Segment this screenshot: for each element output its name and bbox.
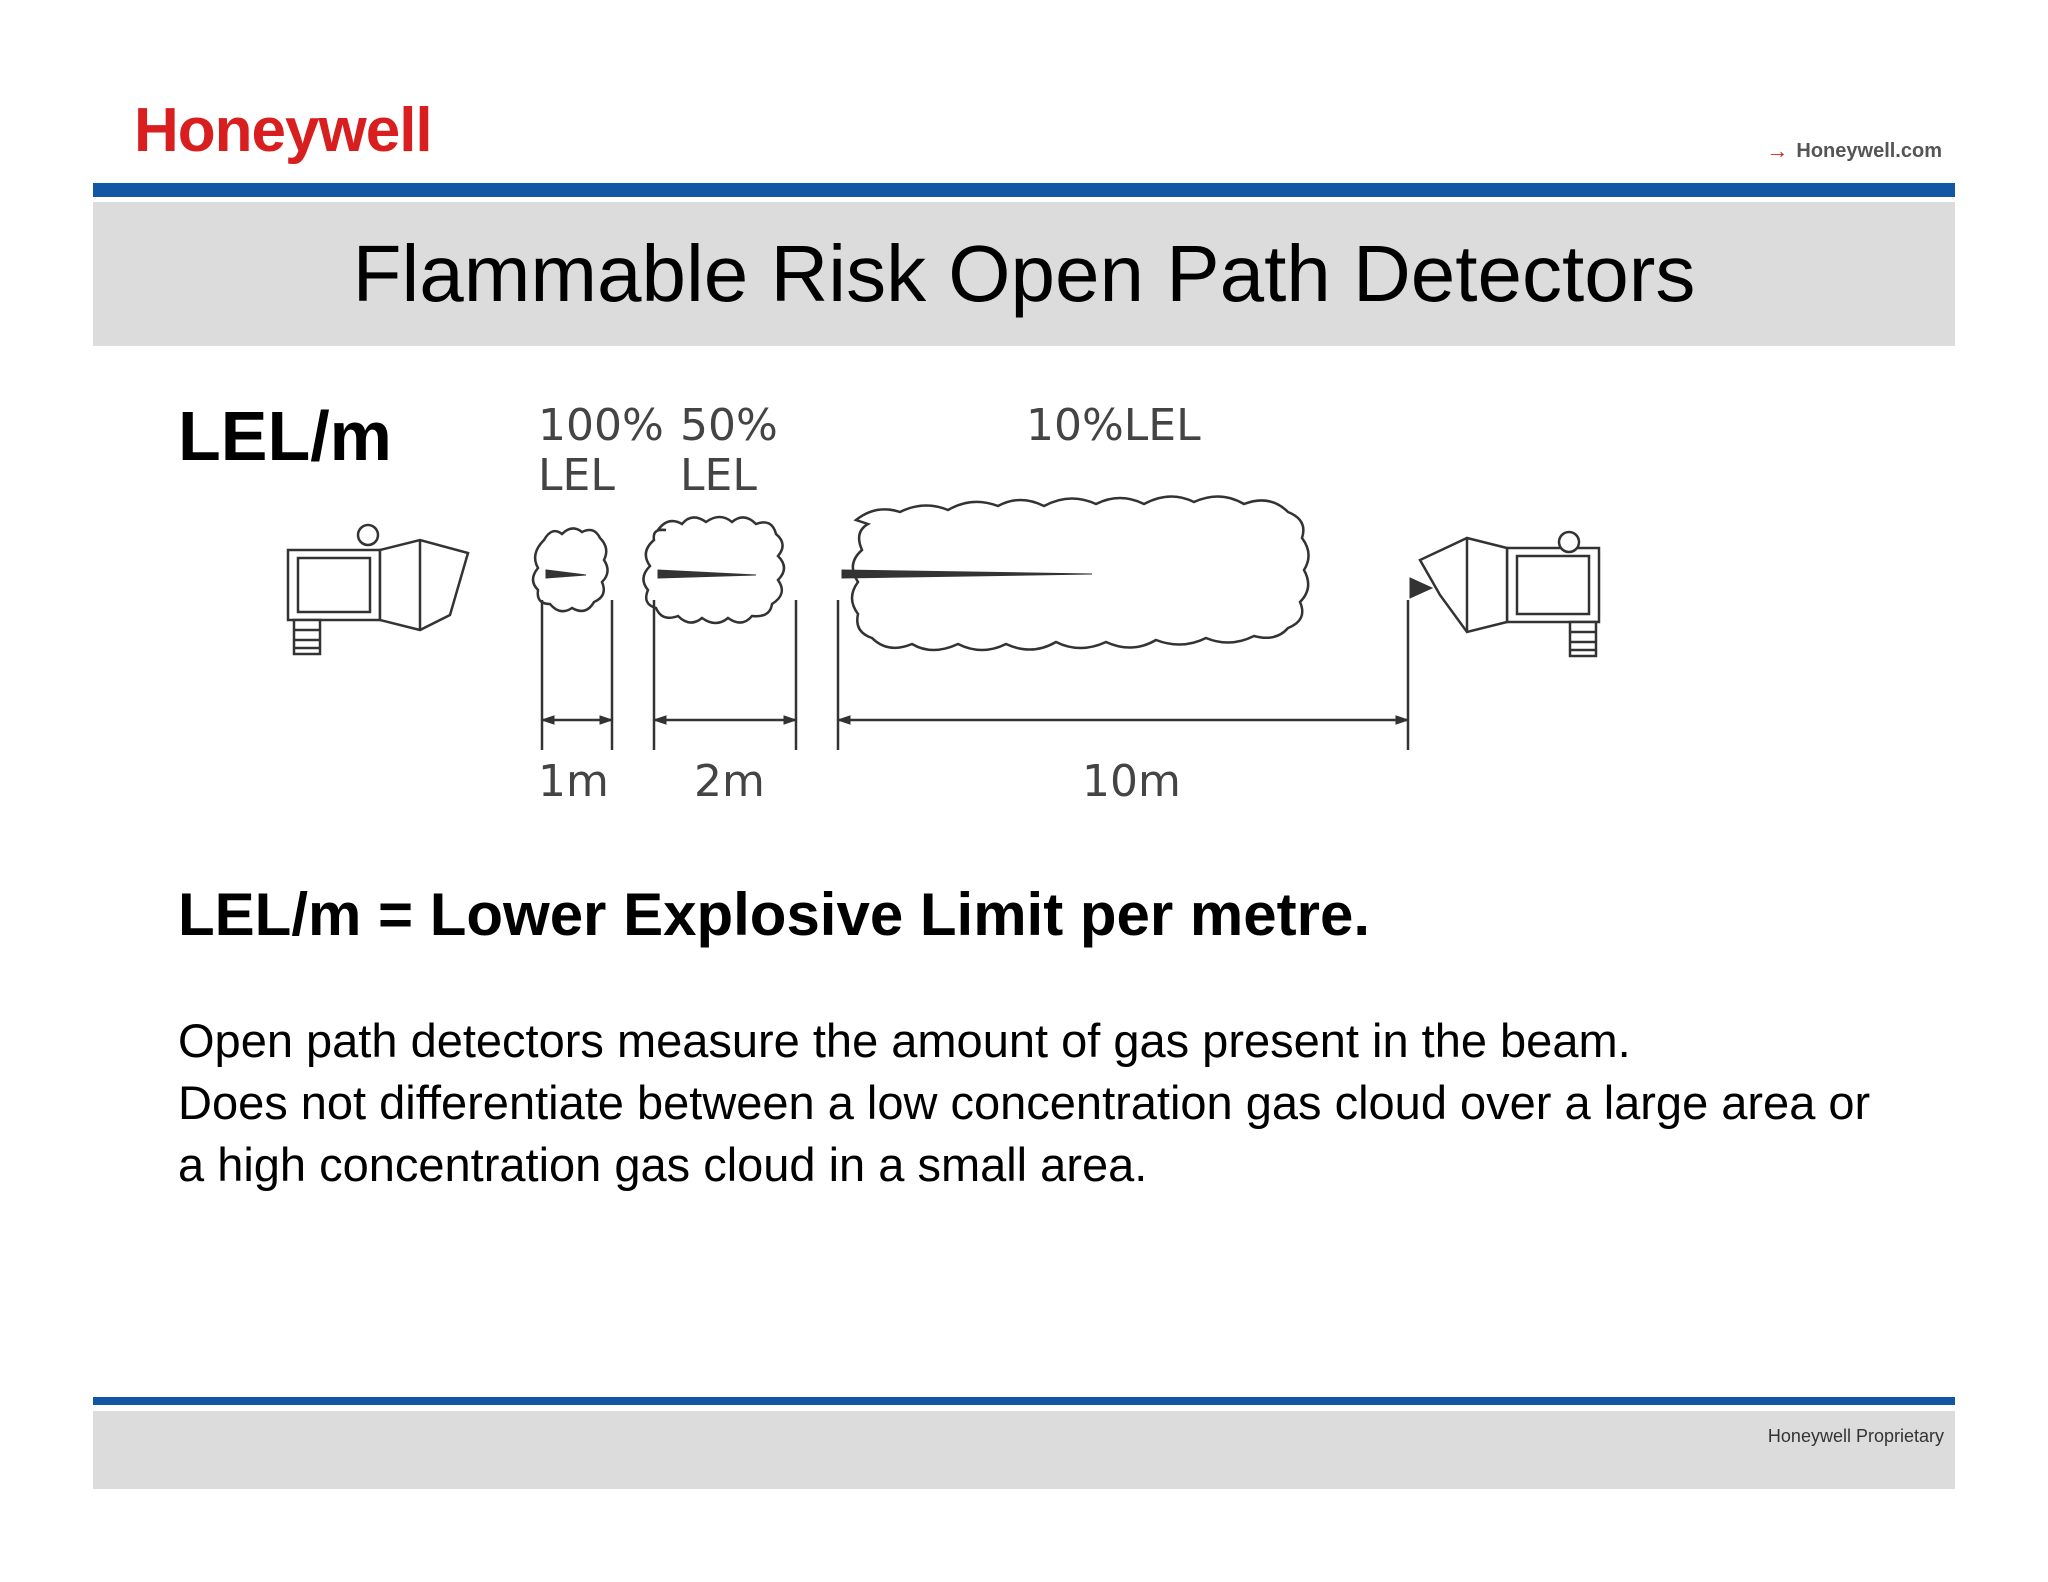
body-text: [178, 1010, 1898, 1196]
top-divider: [93, 183, 1955, 197]
slide-title: Flammable Risk Open Path Detectors: [352, 229, 1696, 318]
beam-cone-1-icon: [546, 570, 586, 578]
receiver-device-icon: [1420, 532, 1599, 656]
segment-1-length: 1m: [538, 756, 609, 807]
segment-3-length: 10m: [1082, 756, 1181, 807]
honeywell-logo: Honeywell: [134, 96, 432, 165]
diagram-drawing: [270, 390, 1670, 810]
segment-2-concentration-unit: LEL: [680, 450, 757, 501]
beam-cone-2-icon: [658, 570, 756, 578]
footer-band: [93, 1411, 1955, 1489]
body-paragraph-1: Open path detectors measure the amount of gas present in the beam.: [178, 1014, 1631, 1067]
segment-1-concentration-unit: LEL: [538, 450, 615, 501]
bottom-divider: [93, 1397, 1955, 1405]
gas-cloud-100-icon: [533, 528, 608, 611]
segment-1-concentration: 100%: [538, 400, 664, 451]
site-link-label: Honeywell.com: [1796, 139, 1942, 162]
beam-cone-4-icon: [1410, 578, 1432, 598]
lelm-heading: LEL/m: [178, 397, 392, 475]
transmitter-device-icon: [288, 525, 468, 654]
proprietary-notice: Honeywell Proprietary: [1767, 1426, 1944, 1446]
honeywell-site-link[interactable]: [1766, 138, 1942, 164]
right-arrow-icon: →: [1766, 138, 1789, 163]
segment-3-concentration: 10%LEL: [1026, 400, 1201, 451]
body-paragraph-2: Does not differentiate between a low concentration gas cloud over a large area or a high concentration gas cloud in a small area.: [178, 1076, 1871, 1191]
segment-2-length: 2m: [694, 756, 765, 807]
segment-2-concentration: 50%: [680, 400, 778, 451]
beam-cone-3-icon: [842, 570, 1092, 578]
title-band: [93, 202, 1955, 346]
open-path-diagram: [270, 390, 1670, 810]
lelm-definition: LEL/m = Lower Explosive Limit per metre.: [178, 881, 1371, 948]
